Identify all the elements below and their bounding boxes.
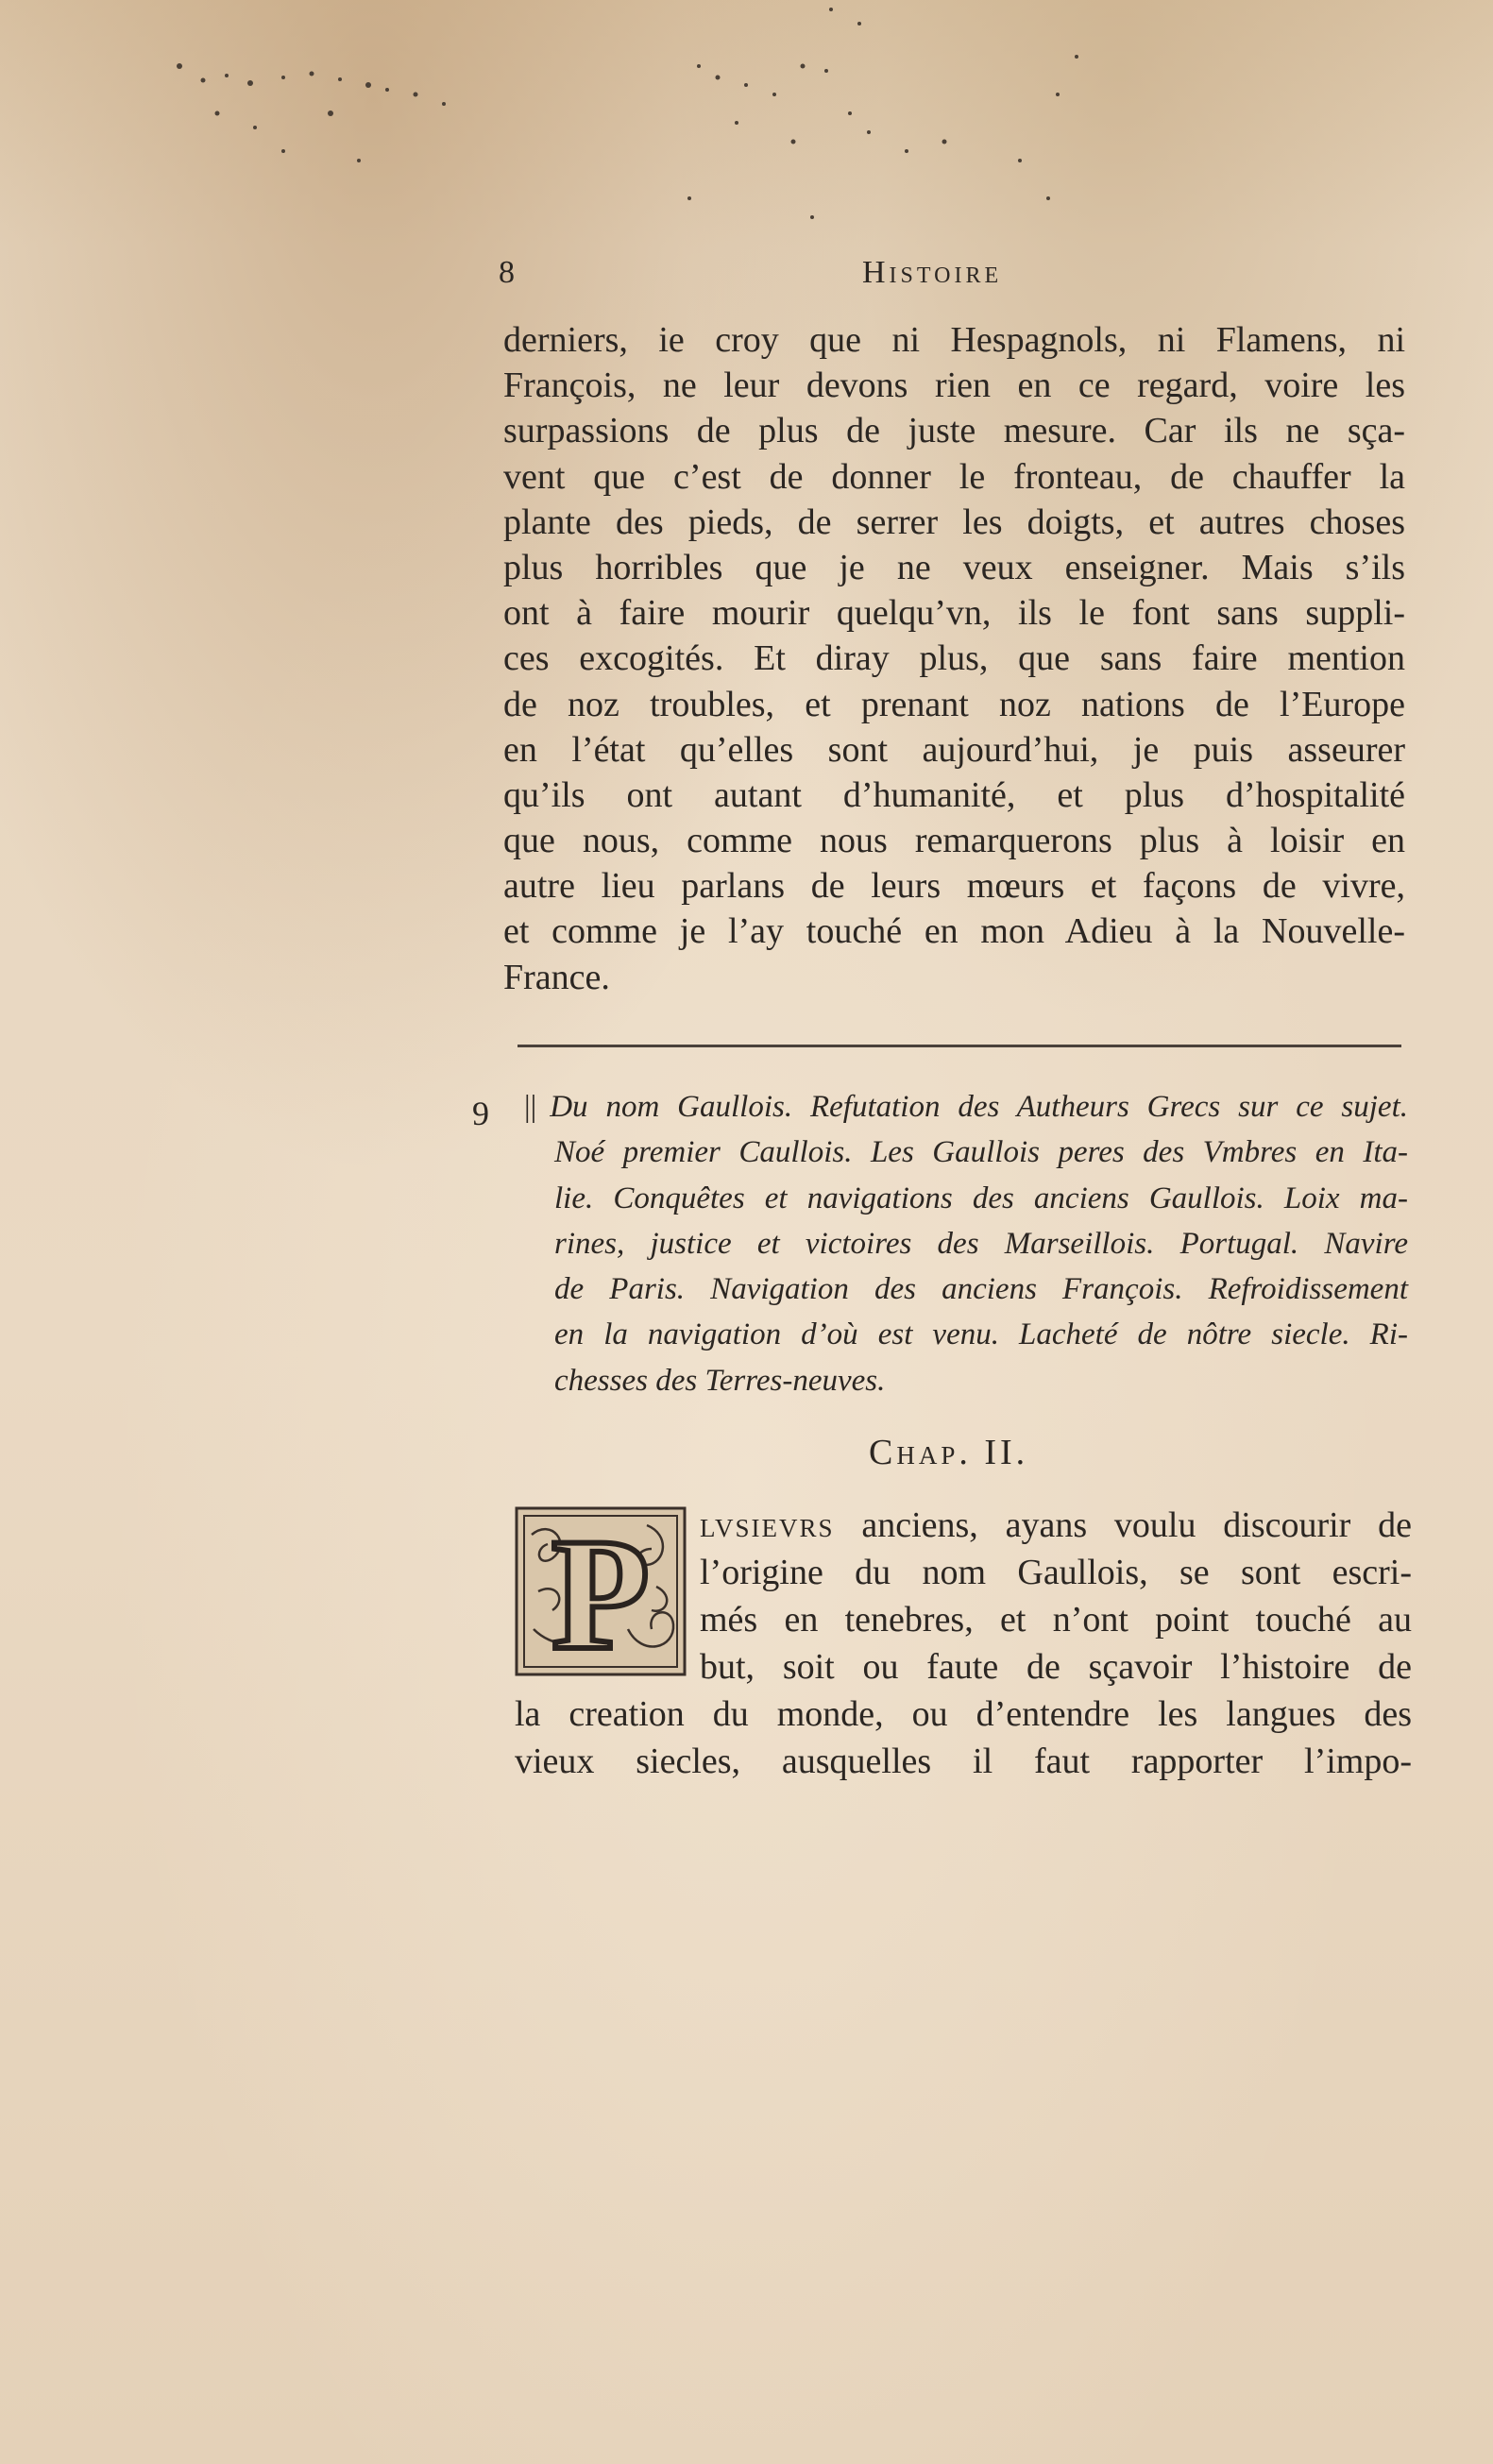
- summary-line: chesses des Terres-neuves.: [554, 1363, 886, 1398]
- chapter-summary: [524, 1084, 1408, 1403]
- text-line: plus horribles que je ne veux enseigner. Mais s’ils: [503, 547, 1405, 587]
- chapter-heading: Chap. II.: [869, 1433, 1029, 1472]
- text-line: de noz troubles, et prenant noz nations de l’Europe: [503, 684, 1405, 724]
- text-line: autre lieu parlans de leurs mœurs et façons de vivre,: [503, 866, 1405, 907]
- text-line: ont à faire mourir quelqu’vn, ils le font sans suppli-: [503, 593, 1405, 634]
- text-line: François, ne leur devons rien en ce regard, voire les: [503, 365, 1405, 406]
- text-line: derniers, ie croy que ni Hespagnols, ni Flamens, ni: [503, 320, 1405, 360]
- margin-page-number: 9: [472, 1095, 489, 1132]
- summary-line: de Paris. Navigation des anciens François. Refroidissement: [554, 1272, 1408, 1307]
- running-head: [499, 255, 1443, 302]
- text-line: vent que c’est de donner le fronteau, de chauffer la: [503, 456, 1405, 497]
- chapter-line: but, soit ou faute de sçavoir l’histoire de: [700, 1647, 1412, 1687]
- summary-line-text: Du nom Gaullois. Refutation des Autheurs Grecs sur ce sujet.: [550, 1090, 1408, 1124]
- text-line: et comme je l’ay touché en mon Adieu à la Nouvelle-: [503, 911, 1405, 952]
- chapter-line: [515, 1502, 1412, 1549]
- text-line: plante des pieds, de serrer les doigts, et autres choses: [503, 501, 1405, 542]
- paper-stains: [0, 0, 1493, 283]
- chapter-line: l’origine du nom Gaullois, se sont escri-: [700, 1553, 1412, 1592]
- summary-line: [524, 1084, 1408, 1130]
- chapter-line: vieux siecles, ausquelles il faut rapporter l’impo-: [515, 1742, 1412, 1781]
- text-line: qu’ils ont autant d’humanité, et plus d’hospitalité: [503, 774, 1405, 815]
- body-paragraph: [503, 317, 1405, 1000]
- chapter-paragraph: [515, 1502, 1412, 1785]
- page-number: 8: [499, 255, 515, 290]
- text-line: en l’état qu’elles sont aujourd’hui, je puis asseurer: [503, 729, 1405, 770]
- summary-line: en la navigation d’où est venu. Lacheté de nôtre siecle. Ri-: [554, 1317, 1408, 1352]
- text-line: ces excogités. Et diray plus, que sans faire mention: [503, 638, 1405, 679]
- text-line: que nous, comme nous remarquerons plus à loisir en: [503, 821, 1405, 861]
- chapter-line: més en tenebres, et n’ont point touché au: [700, 1600, 1412, 1640]
- text-line: surpassions de plus de juste mesure. Car ils ne sça-: [503, 411, 1405, 451]
- summary-line: Noé premier Caullois. Les Gaullois peres des Vmbres en Ita-: [554, 1135, 1408, 1170]
- drop-cap-letter: P: [551, 1506, 650, 1676]
- text-line: France.: [503, 957, 610, 997]
- running-title: Histoire: [862, 255, 1003, 290]
- chapter-line-text: anciens, ayans voulu discourir de: [834, 1505, 1412, 1545]
- summary-line: rines, justice et victoires des Marseillois. Portugal. Navire: [554, 1226, 1408, 1261]
- chapter-first-word: lvsievrs: [700, 1505, 835, 1545]
- summary-line: lie. Conquêtes et navigations des anciens Gaullois. Loix ma-: [554, 1181, 1408, 1215]
- section-divider: [517, 1045, 1401, 1047]
- chapter-line: la creation du monde, ou d’entendre les langues des: [515, 1694, 1412, 1734]
- page-break-marker: ||: [524, 1090, 537, 1124]
